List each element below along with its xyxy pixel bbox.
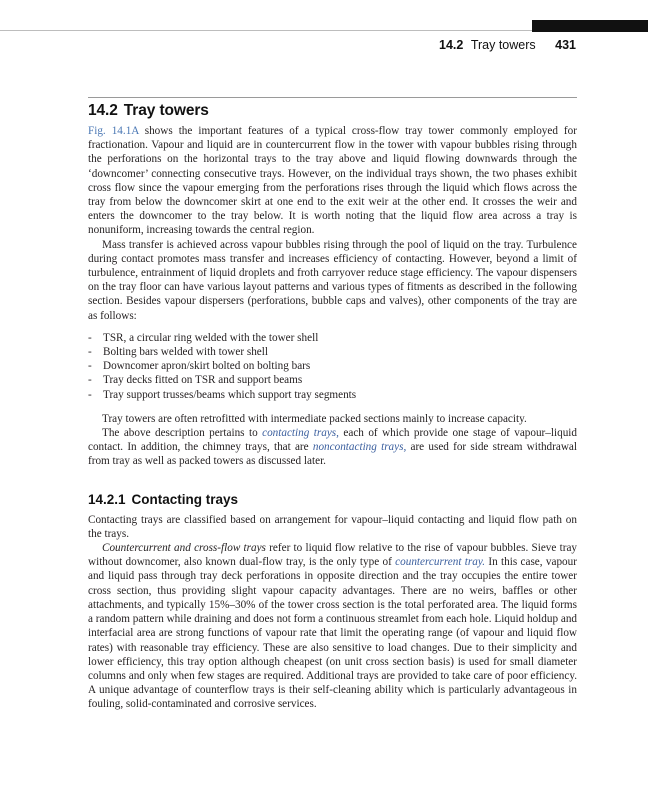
page-number: 431 [555, 38, 576, 52]
list-item [88, 373, 577, 387]
paragraph-text: refer to liquid flow relative to the rise of vapour bubbles. Sieve tray without downcomer, also known dual-flow tray, is the only type of [88, 542, 578, 569]
header-corner-bar [532, 20, 648, 32]
running-head-section-title: Tray towers [470, 38, 536, 52]
subsection-title: Contacting trays [131, 491, 239, 507]
list-item-text: Tray support trusses/beams which support tray segments [103, 388, 357, 401]
emphasis-term: Countercurrent and cross-flow trays [102, 542, 266, 555]
emphasis-term: contacting trays, [262, 427, 339, 440]
section-divider [88, 97, 577, 98]
list-item [88, 359, 577, 373]
paragraph-text: shows the important features of a typical cross-flow tray tower commonly employed for fractionation. Vapour and liquid are in countercurrent flow in the tower with vapour bubbles rising through the perforations on the horizontal trays to the tray above and liquid flowing downwards through the ‘downcomer’ connecting consecutive trays. However, on the individual trays shown, the two phases exhibit cross flow since the vapour emerging from the perforations rises through the liquid which flows across the tray from below the downcomer skirt at one end to the exit weir at the other end. It crosses the weir and enters the downcomer to the tray below. It is worth noting that the liquid flow area across a tray is nonuniform, increasing towards the central region. [88, 125, 577, 237]
list-item-text: Tray decks fitted on TSR and support beams [103, 374, 303, 387]
paragraph-text: are used for side stream withdrawal from tray as well as packed towers as discussed later. [88, 441, 577, 468]
bullet-dash: - [88, 374, 92, 387]
section-paragraph-1 [88, 124, 577, 238]
tray-components-list [88, 331, 577, 402]
section-paragraph-3: Tray towers are often retrofitted with intermediate packed sections mainly to increase capacity. [102, 412, 527, 425]
bullet-dash: - [88, 346, 92, 359]
paragraph-text: each of which provide one stage of vapour–liquid contact. In addition, the chimney trays, that are [88, 427, 577, 454]
running-head-section-number: 14.2 [439, 38, 464, 52]
list-item-text: TSR, a circular ring welded with the tower shell [103, 331, 319, 344]
list-item-text: Downcomer apron/skirt bolted on bolting bars [103, 360, 311, 373]
page-body [88, 101, 577, 712]
section-title: Tray towers [123, 102, 209, 119]
list-item-text: Bolting bars welded with tower shell [103, 346, 268, 359]
emphasis-term: noncontacting trays, [312, 441, 407, 454]
section-paragraph-4 [88, 426, 577, 469]
paragraph-text: The above description pertains to [102, 427, 263, 440]
running-head [439, 38, 576, 52]
section-paragraph-2: Mass transfer is achieved across vapour bubbles rising through the pool of liquid on the tray. Turbulence during contact promotes mass transfer and increases efficiency of contacting. However, beyond a limit of turbulence, entrainment of liquid droplets and froth carryover reduce stage efficiency. The vapour dispensers on the tray floor can have various layout patterns and various types of fitments as described in the following section. Besides vapour dispersers (perforations, bubble caps and valves), other components of the tray are as follows: [88, 238, 577, 322]
figure-link[interactable]: Fig. 14.1A [88, 125, 139, 137]
section-number: 14.2 [88, 102, 118, 119]
subsection-paragraph-1: Contacting trays are classified based on arrangement for vapour–liquid contacting and liquid flow path on the trays. [88, 513, 577, 540]
bullet-dash: - [88, 388, 92, 401]
list-item [88, 388, 577, 402]
list-item [88, 331, 577, 345]
subsection-heading [88, 491, 577, 509]
emphasis-term: countercurrent tray. [395, 556, 485, 569]
paragraph-text: In this case, vapour and liquid pass through tray deck perforations in opposite direction and the tray occupies the entire tower cross section, thus providing slight vapour capacity advantages. There are no weirs, baffles or other attachments, and typically 15%–30% of the tower cross section is the total perforated area. The liquid forms a random pattern while draining and does not form a continuous streamlet from each hole. Liquid holdup and interfacial area are strong functions of vapour rate that limit the operating range (of vapour and liquid flow rates) with reasonable tray efficiency. These are also sensitive to load changes. Due to their simplicity and lower efficiency, this tray option although cheapest (on unit cross section basis) is used for small diameter columns and only when few stages are required. Additional trays are provided to take care of poor efficiency. A unique advantage of counterflow trays is their self-cleaning ability which is particularly advantageous in fouling, solid-contaminated and corrosive services. [88, 556, 578, 711]
subsection-paragraph-2 [88, 541, 577, 711]
subsection-number: 14.2.1 [88, 491, 126, 507]
bullet-dash: - [88, 360, 92, 373]
bullet-dash: - [88, 331, 92, 344]
section-heading [88, 101, 577, 121]
list-item [88, 345, 577, 359]
